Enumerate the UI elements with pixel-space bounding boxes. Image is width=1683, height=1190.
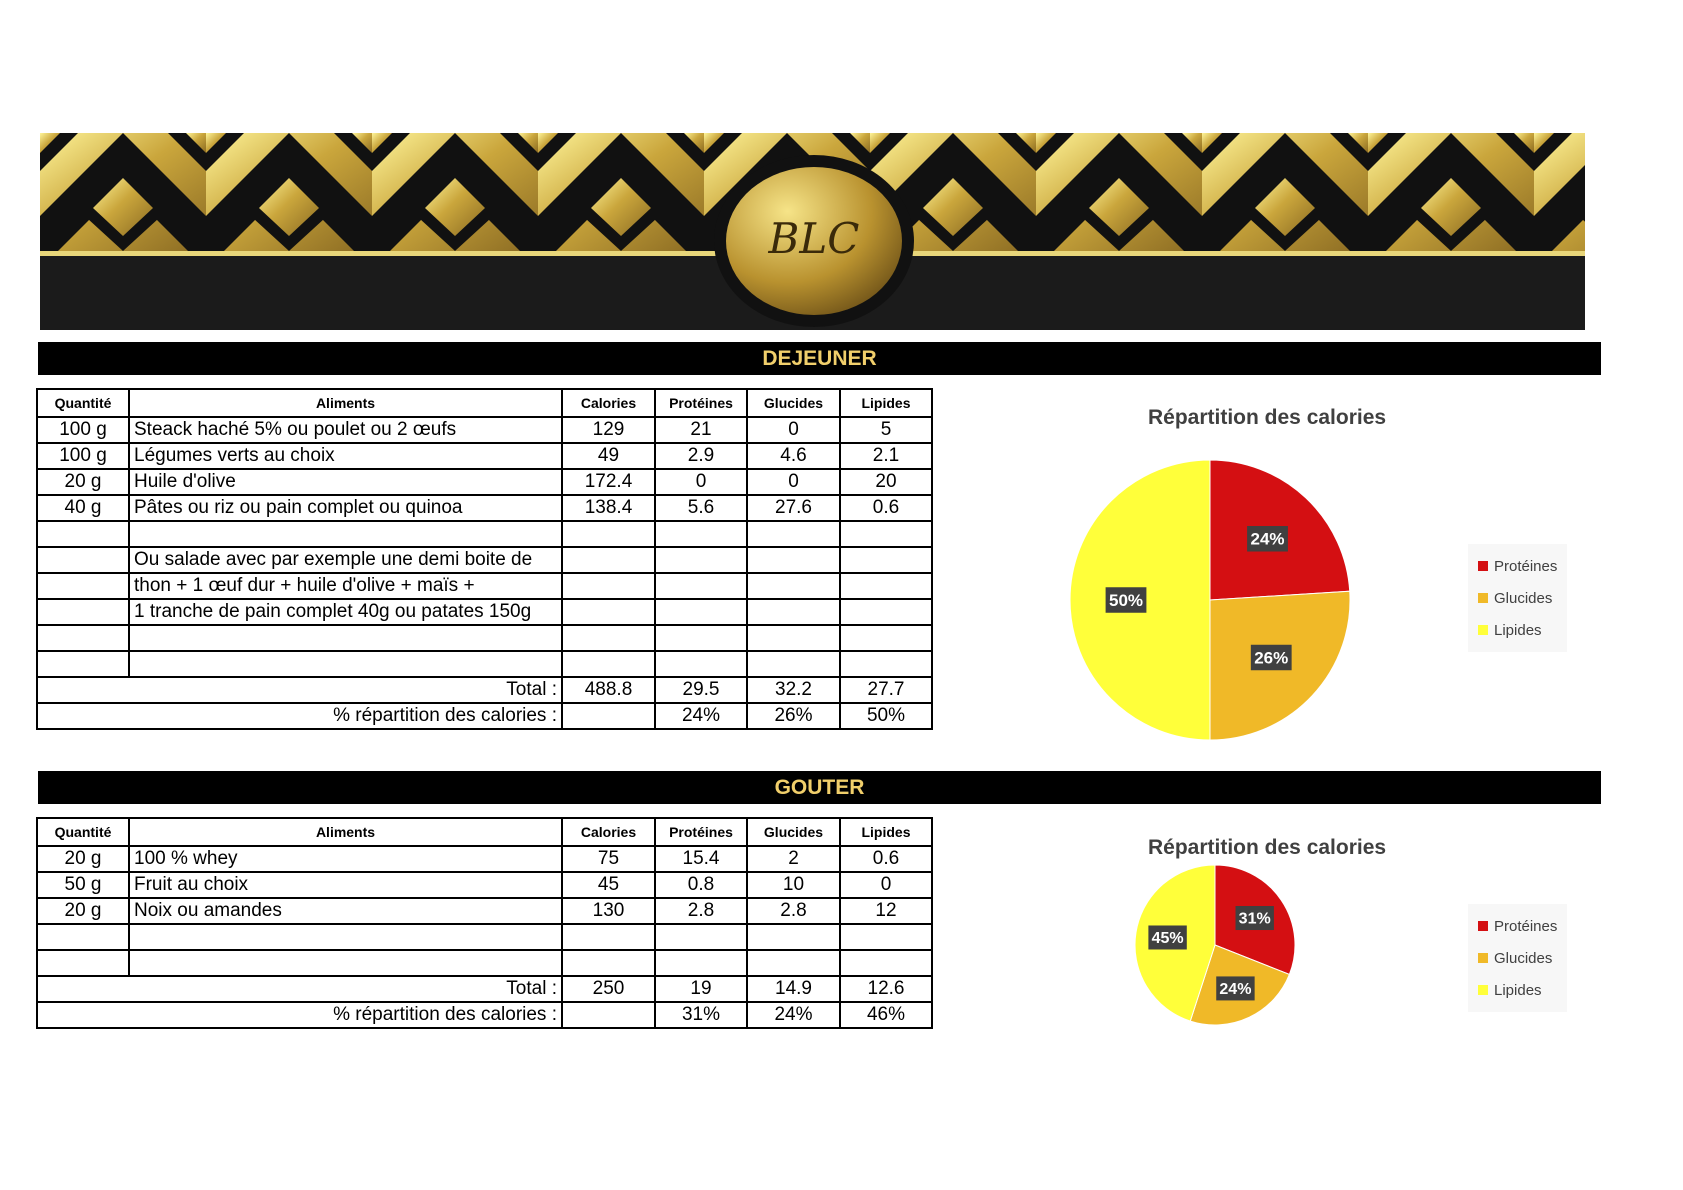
cell-lip: [840, 547, 932, 573]
cell-qty: [37, 924, 129, 950]
cell-lip: 5: [840, 417, 932, 443]
cell-prot: [655, 547, 747, 573]
cell-qty: 20 g: [37, 898, 129, 924]
percent-lip: 50%: [840, 703, 932, 729]
column-header-calories: Calories: [562, 818, 655, 846]
cell-food: Huile d'olive: [129, 469, 562, 495]
cell-prot: [655, 625, 747, 651]
cell-gluc: [747, 651, 840, 677]
percent-prot: 31%: [655, 1002, 747, 1028]
cell-cal: [562, 950, 655, 976]
cell-gluc: 2: [747, 846, 840, 872]
percent-label: % répartition des calories :: [37, 703, 562, 729]
cell-food: [129, 950, 562, 976]
cell-prot: 0: [655, 469, 747, 495]
cell-qty: 100 g: [37, 443, 129, 469]
cell-lip: 0: [840, 872, 932, 898]
percent-cal: [562, 1002, 655, 1028]
cell-gluc: [747, 521, 840, 547]
cell-gluc: [747, 924, 840, 950]
cell-lip: [840, 651, 932, 677]
percent-row: [37, 703, 932, 729]
cell-lip: [840, 521, 932, 547]
cell-lip: 20: [840, 469, 932, 495]
table-row: [37, 443, 932, 469]
cell-qty: [37, 599, 129, 625]
column-header-calories: Calories: [562, 389, 655, 417]
column-header-lipides: Lipides: [840, 818, 932, 846]
data-label: 31%: [1238, 910, 1271, 928]
dejeuner-table: [36, 388, 933, 730]
cell-qty: [37, 573, 129, 599]
cell-cal: [562, 924, 655, 950]
column-header-quantite: Quantité: [37, 818, 129, 846]
table-row: [37, 846, 932, 872]
monogram-text: BLC: [768, 214, 860, 263]
cell-food: Noix ou amandes: [129, 898, 562, 924]
cell-lip: 0.6: [840, 495, 932, 521]
data-label: 45%: [1151, 930, 1184, 948]
cell-gluc: 2.8: [747, 898, 840, 924]
cell-cal: [562, 625, 655, 651]
cell-cal: [562, 599, 655, 625]
total-label: Total :: [37, 976, 562, 1002]
cell-qty: [37, 547, 129, 573]
legend-dejeuner: [1468, 544, 1567, 652]
cell-lip: 0.6: [840, 846, 932, 872]
legend-label: Lipides: [1494, 621, 1542, 639]
legend-item-protéines: [1478, 550, 1557, 582]
pie-chart-dejeuner: [1060, 450, 1360, 750]
data-label: 24%: [1219, 981, 1252, 999]
table-row: [37, 573, 932, 599]
data-label: 24%: [1250, 529, 1285, 549]
percent-gluc: 24%: [747, 1002, 840, 1028]
percent-lip: 46%: [840, 1002, 932, 1028]
cell-qty: 20 g: [37, 469, 129, 495]
cell-lip: [840, 573, 932, 599]
legend-swatch: [1478, 593, 1488, 603]
legend-swatch: [1478, 625, 1488, 635]
cell-lip: 2.1: [840, 443, 932, 469]
legend-label: Glucides: [1494, 589, 1553, 607]
column-header-proteines: Protéines: [655, 389, 747, 417]
total-cal: 250: [562, 976, 655, 1002]
table-row: [37, 872, 932, 898]
percent-gluc: 26%: [747, 703, 840, 729]
total-row: [37, 677, 932, 703]
percent-prot: 24%: [655, 703, 747, 729]
legend-label: Lipides: [1494, 981, 1542, 999]
table-row: [37, 599, 932, 625]
legend-swatch: [1478, 985, 1488, 995]
section-title-gouter: GOUTER: [38, 771, 1601, 804]
total-gluc: 32.2: [747, 677, 840, 703]
cell-food: Steack haché 5% ou poulet ou 2 œufs: [129, 417, 562, 443]
table-row: [37, 469, 932, 495]
cell-food: Pâtes ou riz ou pain complet ou quinoa: [129, 495, 562, 521]
total-row: [37, 976, 932, 1002]
legend-swatch: [1478, 953, 1488, 963]
cell-food: thon + 1 œuf dur + huile d'olive + maïs +: [129, 573, 562, 599]
percent-cal: [562, 703, 655, 729]
cell-cal: 172.4: [562, 469, 655, 495]
column-header-proteines: Protéines: [655, 818, 747, 846]
cell-prot: [655, 521, 747, 547]
cell-food: 100 % whey: [129, 846, 562, 872]
table-row: [37, 495, 932, 521]
cell-qty: 20 g: [37, 846, 129, 872]
cell-food: [129, 651, 562, 677]
table-row: [37, 950, 932, 976]
percent-label: % répartition des calories :: [37, 1002, 562, 1028]
cell-gluc: [747, 625, 840, 651]
cell-cal: 75: [562, 846, 655, 872]
cell-prot: [655, 651, 747, 677]
table-row: [37, 521, 932, 547]
data-label: 26%: [1254, 648, 1289, 668]
cell-prot: 2.9: [655, 443, 747, 469]
cell-qty: 100 g: [37, 417, 129, 443]
cell-gluc: [747, 599, 840, 625]
cell-food: Fruit au choix: [129, 872, 562, 898]
legend-label: Glucides: [1494, 949, 1553, 967]
cell-prot: 0.8: [655, 872, 747, 898]
table-row: [37, 651, 932, 677]
chart-title-dejeuner: Répartition des calories: [1148, 406, 1387, 429]
cell-food: 1 tranche de pain complet 40g ou patates 150g: [129, 599, 562, 625]
table-row: [37, 417, 932, 443]
cell-prot: 2.8: [655, 898, 747, 924]
legend-item-lipides: [1478, 614, 1557, 646]
cell-qty: [37, 625, 129, 651]
column-header-glucides: Glucides: [747, 389, 840, 417]
cell-food: [129, 521, 562, 547]
total-label: Total :: [37, 677, 562, 703]
pie-chart-gouter: [1130, 860, 1300, 1030]
total-gluc: 14.9: [747, 976, 840, 1002]
cell-food: Légumes verts au choix: [129, 443, 562, 469]
cell-lip: 12: [840, 898, 932, 924]
cell-lip: [840, 599, 932, 625]
cell-gluc: 0: [747, 417, 840, 443]
table-row: [37, 547, 932, 573]
cell-cal: 130: [562, 898, 655, 924]
cell-prot: 5.6: [655, 495, 747, 521]
cell-gluc: 4.6: [747, 443, 840, 469]
legend-item-glucides: [1478, 942, 1557, 974]
cell-qty: [37, 651, 129, 677]
cell-cal: 138.4: [562, 495, 655, 521]
legend-item-lipides: [1478, 974, 1557, 1006]
header-banner: [40, 133, 1585, 330]
cell-qty: [37, 521, 129, 547]
cell-food: [129, 625, 562, 651]
cell-gluc: 0: [747, 469, 840, 495]
cell-gluc: [747, 547, 840, 573]
cell-prot: [655, 950, 747, 976]
cell-qty: 40 g: [37, 495, 129, 521]
data-label: 50%: [1108, 590, 1144, 610]
cell-cal: 129: [562, 417, 655, 443]
header-row: [37, 818, 932, 846]
column-header-aliments: Aliments: [129, 818, 562, 846]
cell-cal: [562, 573, 655, 599]
percent-row: [37, 1002, 932, 1028]
cell-gluc: [747, 573, 840, 599]
cell-cal: [562, 521, 655, 547]
legend-label: Protéines: [1494, 917, 1558, 935]
cell-qty: [37, 950, 129, 976]
cell-lip: [840, 625, 932, 651]
total-cal: 488.8: [562, 677, 655, 703]
column-header-lipides: Lipides: [840, 389, 932, 417]
cell-cal: [562, 651, 655, 677]
table-row: [37, 924, 932, 950]
cell-cal: [562, 547, 655, 573]
cell-qty: 50 g: [37, 872, 129, 898]
table-row: [37, 898, 932, 924]
cell-food: Ou salade avec par exemple une demi boite de: [129, 547, 562, 573]
total-prot: 29.5: [655, 677, 747, 703]
cell-gluc: 10: [747, 872, 840, 898]
legend-item-glucides: [1478, 582, 1557, 614]
cell-lip: [840, 924, 932, 950]
gouter-table: [36, 817, 933, 1029]
cell-gluc: [747, 950, 840, 976]
header-row: [37, 389, 932, 417]
legend-label: Protéines: [1494, 557, 1558, 575]
total-prot: 19: [655, 976, 747, 1002]
section-title-dejeuner: DEJEUNER: [38, 342, 1601, 375]
cell-prot: [655, 573, 747, 599]
legend-gouter: [1468, 904, 1567, 1012]
table-row: [37, 625, 932, 651]
legend-item-protéines: [1478, 910, 1557, 942]
cell-cal: 45: [562, 872, 655, 898]
column-header-aliments: Aliments: [129, 389, 562, 417]
cell-food: [129, 924, 562, 950]
cell-prot: 21: [655, 417, 747, 443]
column-header-quantite: Quantité: [37, 389, 129, 417]
cell-prot: [655, 599, 747, 625]
cell-prot: [655, 924, 747, 950]
total-lip: 12.6: [840, 976, 932, 1002]
legend-swatch: [1478, 561, 1488, 571]
cell-lip: [840, 950, 932, 976]
chart-title-gouter: Répartition des calories: [1148, 836, 1387, 859]
cell-gluc: 27.6: [747, 495, 840, 521]
column-header-glucides: Glucides: [747, 818, 840, 846]
legend-swatch: [1478, 921, 1488, 931]
total-lip: 27.7: [840, 677, 932, 703]
cell-cal: 49: [562, 443, 655, 469]
cell-prot: 15.4: [655, 846, 747, 872]
